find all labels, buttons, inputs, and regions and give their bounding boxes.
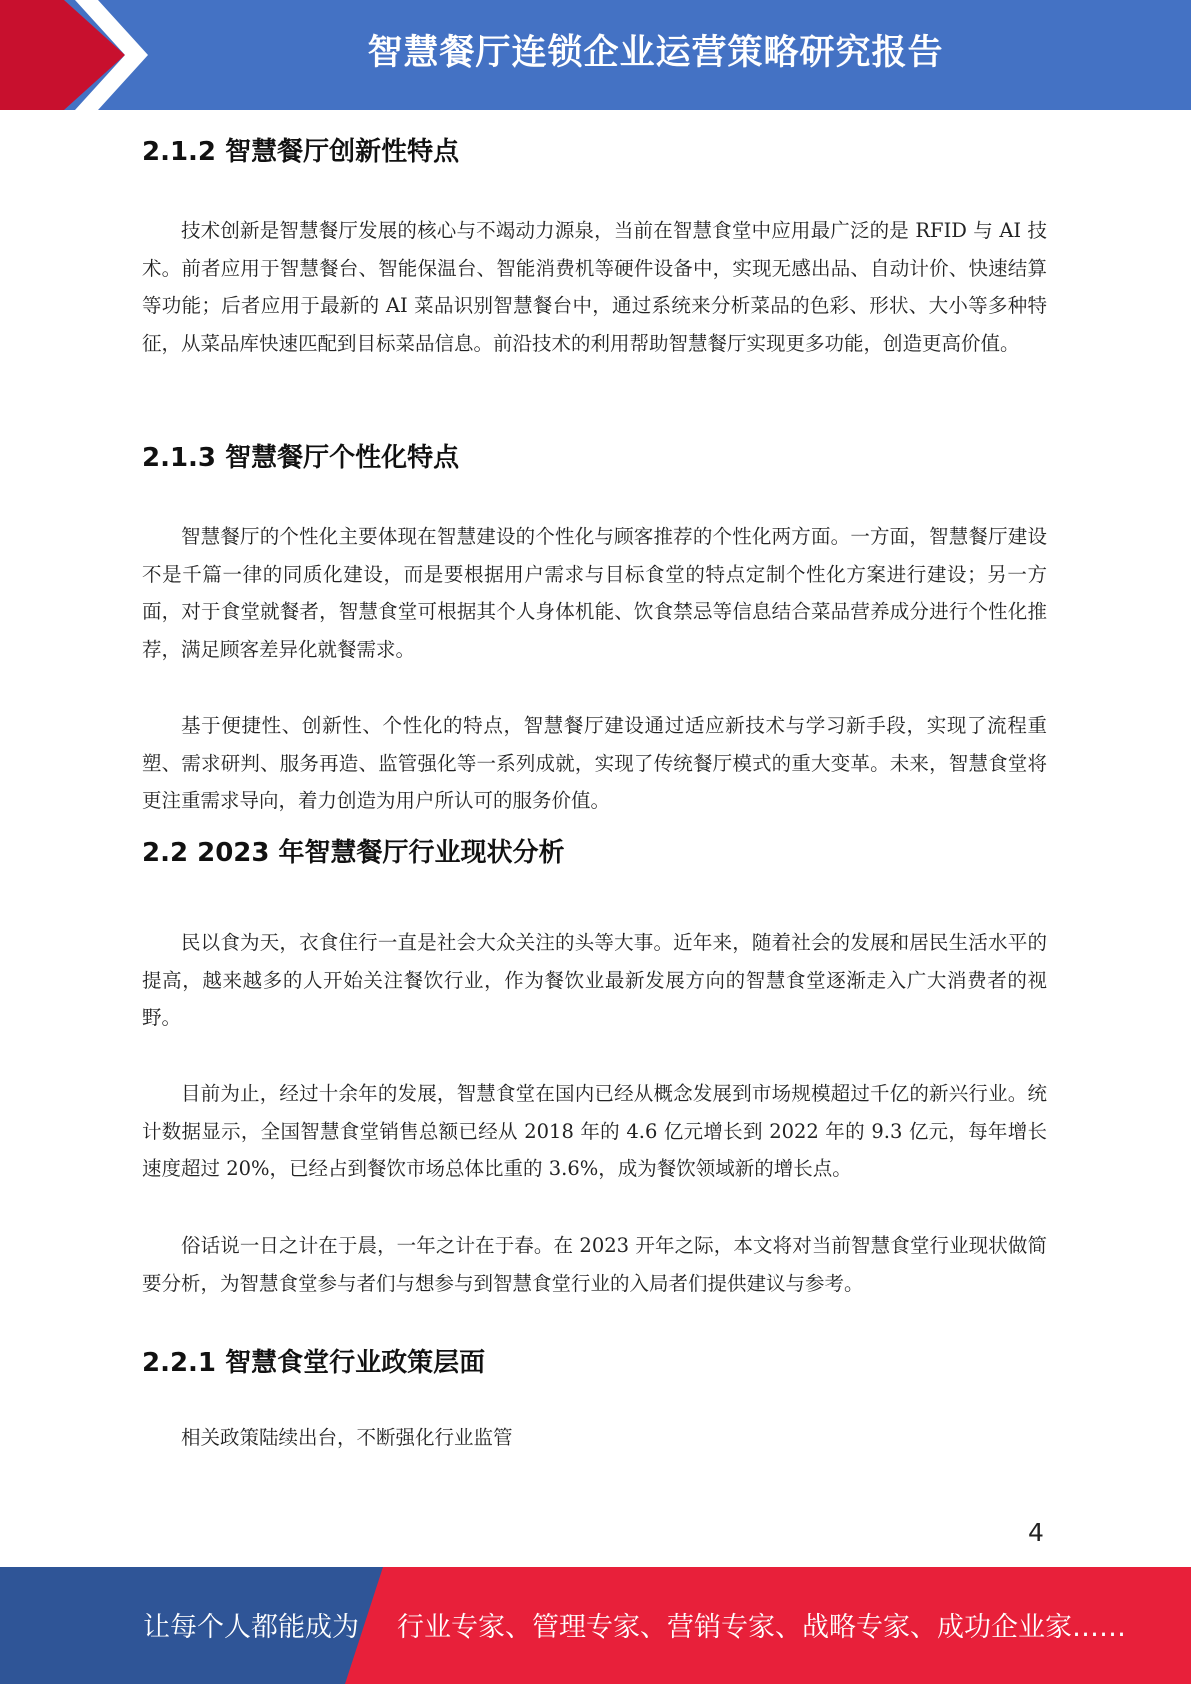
- section-heading-2-2: 2.2 2023 年智慧餐厅行业现状分析: [142, 838, 565, 868]
- page-header: [0, 0, 1191, 110]
- report-title: 智慧餐厅连锁企业运营策略研究报告: [367, 33, 944, 73]
- page-footer: [0, 1567, 1191, 1684]
- paragraph-2-2-3: 俗话说一日之计在于晨，一年之计在于春。在 2023 开年之际，本文将对当前智慧食堂行业现状做简要分析，为智慧食堂参与者们与想参与到智慧食堂行业的入局者们提供建议与参考。: [142, 1234, 1047, 1295]
- section-heading-2-1-2: 2.1.2 智慧餐厅创新性特点: [142, 137, 460, 167]
- paragraph-2-2-1-1: 相关政策陆续出台，不断强化行业监管: [181, 1426, 513, 1449]
- paragraph-2-2-1: 民以食为天，衣食住行一直是社会大众关注的头等大事。近年来，随着社会的发展和居民生活水平的提高，越来越多的人开始关注餐饮行业，作为餐饮业最新发展方向的智慧食堂逐渐走入广大消费者的视野。: [142, 931, 1047, 1029]
- page-number: 4: [1028, 1518, 1044, 1547]
- section-heading-2-1-3: 2.1.3 智慧餐厅个性化特点: [142, 443, 460, 473]
- header-arrow-decoration: [0, 0, 200, 110]
- paragraph-2-1-3-2: 基于便捷性、创新性、个性化的特点，智慧餐厅建设通过适应新技术与学习新手段，实现了流程重塑、需求研判、服务再造、监管强化等一系列成就，实现了传统餐厅模式的重大变革。未来，智慧食堂将更注重需求导向，着力创造为用户所认可的服务价值。: [142, 714, 1047, 812]
- paragraph-2-1-3-1: 智慧餐厅的个性化主要体现在智慧建设的个性化与顾客推荐的个性化两方面。一方面，智慧餐厅建设不是千篇一律的同质化建设，而是要根据用户需求与目标食堂的特点定制个性化方案进行建设；另一方面，对于食堂就餐者，智慧食堂可根据其个人身体机能、饮食禁忌等信息结合菜品营养成分进行个性化推荐，满足顾客差异化就餐需求。: [142, 525, 1047, 661]
- section-heading-2-2-1: 2.2.1 智慧食堂行业政策层面: [142, 1348, 486, 1378]
- paragraph-2-2-2: 目前为止，经过十余年的发展，智慧食堂在国内已经从概念发展到市场规模超过千亿的新兴行业。统计数据显示，全国智慧食堂销售总额已经从 2018 年的 4.6 亿元增长到 2022 年的 9.3 亿元，每年增长速度超过 20%，已经占到餐饮市场总体比重的 3.6%，成为餐饮领域新的增长点。: [142, 1082, 1047, 1180]
- footer-slogan-left: 让每个人都能成为: [143, 1612, 359, 1643]
- paragraph-2-1-2-1: 技术创新是智慧餐厅发展的核心与不竭动力源泉，当前在智慧食堂中应用最广泛的是 RFID 与 AI 技术。前者应用于智慧餐台、智能保温台、智能消费机等硬件设备中，实现无感出品、自动计价、快速结算等功能；后者应用于最新的 AI 菜品识别智慧餐台中，通过系统来分析菜品的色彩、形状、大小等多种特征，从菜品库快速匹配到目标菜品信息。前沿技术的利用帮助智慧餐厅实现更多功能，创造更高价值。: [142, 219, 1047, 355]
- footer-slogan-right: 行业专家、管理专家、营销专家、战略专家、成功企业家……: [397, 1612, 1126, 1643]
